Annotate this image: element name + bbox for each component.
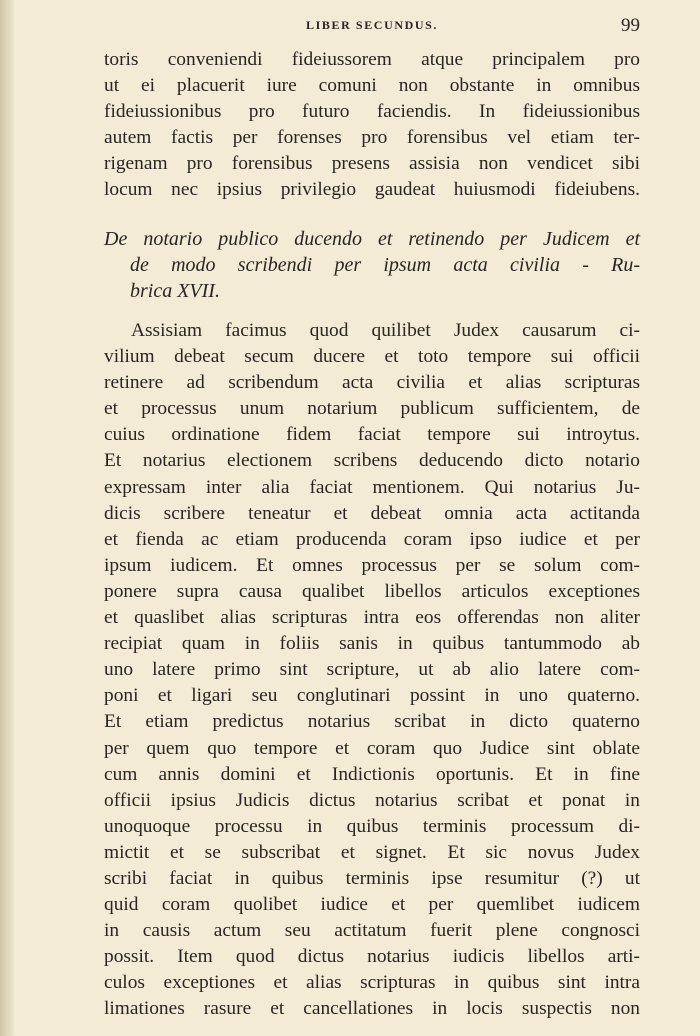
text-line: vilium debeat secum ducere et toto tempore sui officii [104,346,640,368]
text-line: in causis actum seu actitatum fuerit plene congnosci [104,920,640,942]
running-title: LIBER SECUNDUS. [305,18,439,32]
text-line: locum nec ipsius privilegio gaudeat huiusmodi fideiubens. [104,179,640,201]
paragraph-rubric-xvii [104,318,640,1023]
text-line: Assisiam facimus quod quilibet Judex causarum ci- [131,320,640,341]
text-line: et processus unum notarium publicum sufficientem, de [104,398,640,420]
text-line: uno latere primo sint scripture, ut ab alio latere com- [104,659,640,681]
text-line: fideiussionibus pro futuro faciendis. In fideiussionibus [104,101,640,123]
heading-line: brica XVII. [130,280,220,302]
text-line: per quem quo tempore et coram quo Judice sint oblate [104,737,640,759]
text-line: limationes rasure et cancellationes in locis suspectis non [104,998,640,1020]
text-line: Et notarius electionem scribens deducendo dicto notario [104,450,640,472]
text-line: poni et ligari seu conglutinari possint in uno quaterno. [104,685,640,707]
text-line: retinere ad scribendum acta civilia et alias scripturas [104,372,640,394]
text-line: recipiat quam in foliis sanis in quibus tantummodo ab [104,633,640,655]
text-line: unoquoque processu in quibus terminis processum di- [104,815,640,837]
text-line: cum annis domini et Indictionis oportunis. Et in fine [104,763,640,785]
text-line: rigenam pro forensibus presens assisia non vendicet sibi [104,153,640,175]
heading-line: de modo scribendi per ipsum acta civilia - Ru- [130,254,640,276]
text-line: culos exceptiones et alias scripturas in quibus sint intra [104,972,640,994]
text-line: ut ei placuerit iure comuni non obstante in omnibus [104,75,640,97]
text-line: possit. Item quod dictus notarius iudicis libellos arti- [104,946,640,968]
page-number: 99 [621,15,640,36]
paragraph-continued [104,47,640,204]
text-line: Et etiam predictus notarius scribat in dicto quaterno [104,711,640,733]
text-line: autem factis per forenses pro forensibus vel etiam ter- [104,127,640,149]
text-line: et quaslibet alias scripturas intra eos offerendas non aliter [104,607,640,629]
page-gutter [0,0,14,1036]
rubric-heading [104,226,640,304]
text-line: officii ipsius Judicis dictus notarius scribat et ponat in [104,789,640,811]
running-head [104,14,640,38]
text-line: expressam inter alia faciat mentionem. Qui notarius Ju- [104,476,640,498]
text-line: ipsum iudicem. Et omnes processus per se solum com- [104,554,640,576]
text-line: cuius ordinatione fidem faciat tempore sui introytus. [104,424,640,446]
text-line: quid coram quolibet iudice et per quemlibet iudicem [104,894,640,916]
text-line: dicis scribere teneatur et debeat omnia acta actitanda [104,502,640,524]
text-line: scribi faciat in quibus terminis ipse resumitur (?) ut [104,867,640,889]
heading-line: De notario publico ducendo et retinendo per Judicem et [104,228,640,250]
text-line: et fienda ac etiam producenda coram ipso iudice et per [104,528,640,550]
text-line: mictit et se subscribat et signet. Et sic novus Judex [104,841,640,863]
text-line: ponere supra causa qualibet libellos articulos exceptiones [104,580,640,602]
text-line: toris conveniendi fideiussorem atque principalem pro [104,49,640,70]
